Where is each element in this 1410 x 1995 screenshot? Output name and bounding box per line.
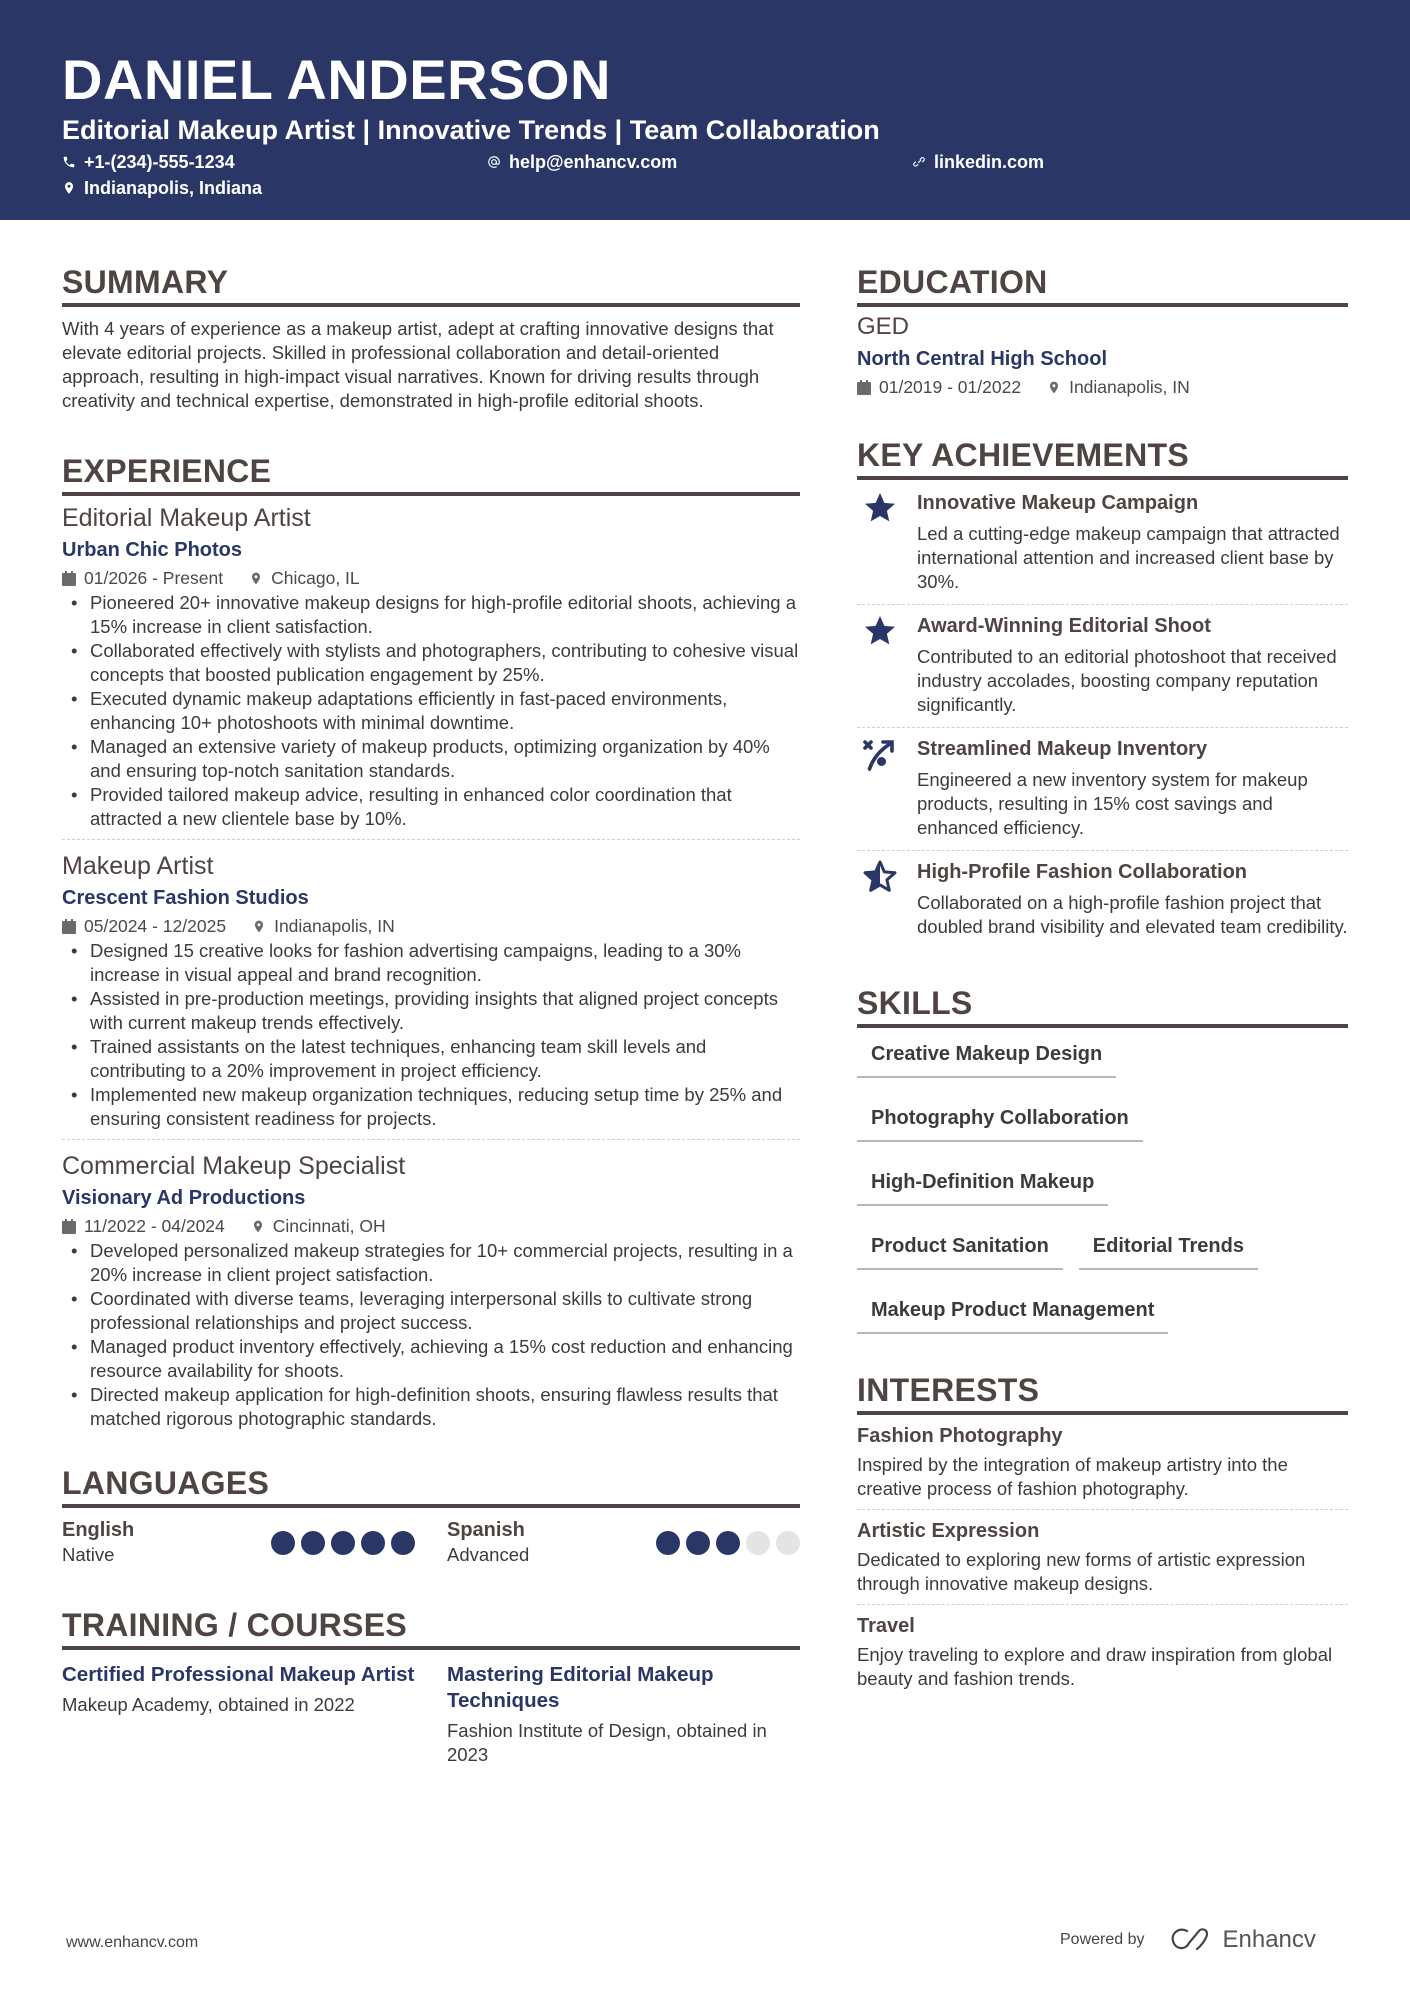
interest-title: Travel <box>857 1615 915 1637</box>
achievement-title: Streamlined Makeup Inventory <box>917 738 1208 760</box>
job-meta <box>62 1214 800 1238</box>
section-title-training: TRAINING / COURSES <box>62 1605 800 1650</box>
education-meta <box>857 375 1348 399</box>
link-icon <box>912 155 926 169</box>
job-bullets <box>62 591 800 831</box>
resume-header <box>0 0 1410 220</box>
education-location: Indianapolis, IN <box>1069 377 1190 397</box>
linkedin-link[interactable]: linkedin.com <box>934 152 1045 172</box>
achievement-desc: Collaborated on a high-profile fashion project that doubled brand visibility and elevated team credibility. <box>917 892 1348 937</box>
right-column <box>857 262 1348 1699</box>
interest-desc: Enjoy traveling to explore and draw inspiration from global beauty and fashion trends. <box>857 1644 1333 1689</box>
bullet: • Assisted in pre-production meetings, providing insights that aligned project concepts with current makeup trends effectively. <box>62 987 800 1035</box>
achievement-entry <box>857 728 1348 851</box>
job-dates: 11/2022 - 04/2024 <box>84 1216 225 1236</box>
job-title: Editorial Makeup Artist <box>62 504 311 532</box>
achievement-entry <box>857 851 1348 949</box>
job-meta <box>62 566 800 590</box>
section-title-achievements: KEY ACHIEVEMENTS <box>857 435 1348 480</box>
course-desc: Fashion Institute of Design, obtained in 2023 <box>447 1720 767 1765</box>
phone-text: +1-(234)-555-1234 <box>84 152 235 172</box>
star-icon <box>861 490 899 526</box>
language-entry <box>62 1518 415 1567</box>
languages-section <box>62 1463 800 1567</box>
location-pin-icon <box>1047 380 1061 395</box>
achievements-section <box>857 435 1348 949</box>
left-column <box>62 262 800 1767</box>
summary-section <box>62 262 800 413</box>
at-icon <box>487 155 501 169</box>
training-section <box>62 1605 800 1767</box>
job-location: Chicago, IL <box>271 568 360 588</box>
language-name: Spanish <box>447 1519 525 1541</box>
bullet: • Directed makeup application for high-definition shoots, ensuring flawless results that matched rigorous photographic standards. <box>62 1383 800 1431</box>
location-pin-icon <box>249 571 263 586</box>
brand-name: Enhancv <box>1222 1926 1316 1953</box>
rating-dot-empty <box>746 1531 770 1555</box>
bullet: • Developed personalized makeup strategies for 10+ commercial projects, resulting in a 20% increase in client project satisfaction. <box>62 1239 800 1287</box>
skill-tag: Editorial Trends <box>1079 1226 1258 1270</box>
bullet: • Provided tailored makeup advice, resulting in enhanced color coordination that attracted a new clientele base by 10%. <box>62 783 800 831</box>
skill-tag: Creative Makeup Design <box>857 1034 1116 1078</box>
contact-phone <box>62 151 235 173</box>
job-location: Cincinnati, OH <box>272 1216 386 1236</box>
language-entry <box>447 1518 800 1567</box>
experience-section <box>62 451 800 1439</box>
skills-list <box>857 1034 1348 1354</box>
calendar-icon <box>62 1219 76 1234</box>
course-entry <box>447 1662 800 1767</box>
job-entry <box>62 1150 800 1439</box>
rating-dot-filled <box>301 1531 325 1555</box>
interest-title: Fashion Photography <box>857 1425 1063 1447</box>
footer-powered-by <box>1060 1926 1316 1954</box>
achievement-desc: Engineered a new inventory system for makeup products, resulting in 15% cost savings and enhanced efficiency. <box>917 769 1308 838</box>
candidate-name: DANIEL ANDERSON <box>62 48 611 111</box>
bullet: • Managed an extensive variety of makeup products, optimizing organization by 40% and ensuring top-notch sanitation standards. <box>62 735 800 783</box>
rating-dot-filled <box>331 1531 355 1555</box>
job-dates: 01/2026 - Present <box>84 568 224 588</box>
interests-section <box>857 1370 1348 1699</box>
language-rating <box>271 1531 415 1555</box>
bullet: • Managed product inventory effectively, achieving a 15% cost reduction and enhancing resource availability for shoots. <box>62 1335 800 1383</box>
bullet: • Executed dynamic makeup adaptations efficiently in fast-paced environments, enhancing 10+ photoshoots with minimal downtime. <box>62 687 800 735</box>
bullet: • Implemented new makeup organization techniques, reducing setup time by 25% and ensuring consistent readiness for projects. <box>62 1083 800 1131</box>
company-name: Urban Chic Photos <box>62 539 243 561</box>
job-entry <box>62 850 800 1140</box>
rating-dot-filled <box>716 1531 740 1555</box>
email-link[interactable]: help@enhancv.com <box>509 152 678 172</box>
skill-tag: Product Sanitation <box>857 1226 1063 1270</box>
headline: Editorial Makeup Artist | Innovative Trends | Team Collaboration <box>62 115 880 145</box>
job-dates: 05/2024 - 12/2025 <box>84 916 227 936</box>
enhancv-logo[interactable] <box>1169 1926 1316 1954</box>
enhancv-logo-icon <box>1169 1927 1215 1953</box>
contact-email[interactable] <box>487 151 677 173</box>
course-entry <box>62 1662 415 1767</box>
bullet: • Designed 15 creative looks for fashion advertising campaigns, leading to a 30% increase in visual appeal and brand recognition. <box>62 939 800 987</box>
bullet: • Pioneered 20+ innovative makeup designs for high-profile editorial shoots, achieving a 15% increase in client satisfaction. <box>62 591 800 639</box>
job-meta <box>62 914 800 938</box>
section-title-experience: EXPERIENCE <box>62 451 800 496</box>
star-icon <box>861 613 899 649</box>
bullet: • Trained assistants on the latest techniques, enhancing team skill levels and contributing to a 20% improvement in project efficiency. <box>62 1035 800 1083</box>
education-section <box>857 262 1348 399</box>
section-title-languages: LANGUAGES <box>62 1463 800 1508</box>
rating-dot-empty <box>776 1531 800 1555</box>
achievement-desc: Led a cutting-edge makeup campaign that attracted international attention and increased client base by 30%. <box>917 523 1340 592</box>
section-title-interests: INTERESTS <box>857 1370 1348 1415</box>
section-title-education: EDUCATION <box>857 262 1348 307</box>
skills-section <box>857 983 1348 1354</box>
section-title-summary: SUMMARY <box>62 262 800 307</box>
job-entry <box>62 502 800 840</box>
language-level: Advanced <box>447 1544 530 1565</box>
achievement-title: High-Profile Fashion Collaboration <box>917 861 1247 883</box>
skill-tag: Photography Collaboration <box>857 1098 1143 1142</box>
course-title: Mastering Editorial Makeup Techniques <box>447 1663 714 1712</box>
job-bullets <box>62 1239 800 1431</box>
contact-location <box>62 177 262 199</box>
course-desc: Makeup Academy, obtained in 2022 <box>62 1694 355 1715</box>
degree: GED <box>857 313 910 340</box>
rating-dot-filled <box>391 1531 415 1555</box>
calendar-icon <box>62 571 76 586</box>
location-pin-icon <box>252 919 266 934</box>
education-dates: 01/2019 - 01/2022 <box>879 377 1022 397</box>
footer-website[interactable]: www.enhancv.com <box>66 1934 199 1951</box>
company-name: Visionary Ad Productions <box>62 1187 306 1209</box>
contact-link[interactable] <box>912 151 1044 173</box>
achievement-entry <box>857 482 1348 605</box>
interest-entry <box>857 1419 1348 1510</box>
achievement-title: Award-Winning Editorial Shoot <box>917 615 1211 637</box>
language-level: Native <box>62 1544 115 1565</box>
calendar-icon <box>62 919 76 934</box>
skill-tag: High-Definition Makeup <box>857 1162 1108 1206</box>
achievement-title: Innovative Makeup Campaign <box>917 492 1199 514</box>
rating-dot-filled <box>656 1531 680 1555</box>
achievement-desc: Contributed to an editorial photoshoot that received industry accolades, boosting company reputation significantly. <box>917 646 1337 715</box>
job-location: Indianapolis, IN <box>274 916 395 936</box>
location-pin-icon <box>251 1219 265 1234</box>
powered-by-label: Powered by <box>1060 1931 1145 1948</box>
strategy-icon <box>861 736 899 772</box>
language-name: English <box>62 1519 135 1541</box>
interest-desc: Inspired by the integration of makeup artistry into the creative process of fashion photography. <box>857 1454 1288 1499</box>
rating-dot-filled <box>361 1531 385 1555</box>
half-star-icon <box>861 859 899 895</box>
school-name: North Central High School <box>857 348 1107 370</box>
rating-dot-filled <box>686 1531 710 1555</box>
job-title: Makeup Artist <box>62 852 214 880</box>
achievement-entry <box>857 605 1348 728</box>
location-text: Indianapolis, Indiana <box>84 178 263 198</box>
language-rating <box>656 1531 800 1555</box>
location-pin-icon <box>62 181 76 195</box>
rating-dot-filled <box>271 1531 295 1555</box>
job-bullets <box>62 939 800 1131</box>
interest-desc: Dedicated to exploring new forms of artistic expression through innovative makeup designs. <box>857 1549 1306 1594</box>
skill-tag: Makeup Product Management <box>857 1290 1168 1334</box>
bullet: • Coordinated with diverse teams, leveraging interpersonal skills to cultivate strong professional relationships and project success. <box>62 1287 800 1335</box>
interest-entry <box>857 1605 1348 1699</box>
phone-icon <box>62 155 76 169</box>
summary-text: With 4 years of experience as a makeup artist, adept at crafting innovative designs that elevate editorial projects. Skilled in professional collaboration and detail-oriented approach, resulting in high-impact visual narratives. Known for driving results through creativity and technical expertise, demonstrated in high-profile editorial shoots. <box>62 318 774 411</box>
bullet: • Collaborated effectively with stylists and photographers, contributing to cohesive visual concepts that boosted publication engagement by 25%. <box>62 639 800 687</box>
calendar-icon <box>857 380 871 395</box>
company-name: Crescent Fashion Studios <box>62 887 309 909</box>
interest-title: Artistic Expression <box>857 1520 1040 1542</box>
job-title: Commercial Makeup Specialist <box>62 1152 406 1180</box>
interest-entry <box>857 1510 1348 1605</box>
course-title: Certified Professional Makeup Artist <box>62 1663 415 1686</box>
section-title-skills: SKILLS <box>857 983 1348 1028</box>
